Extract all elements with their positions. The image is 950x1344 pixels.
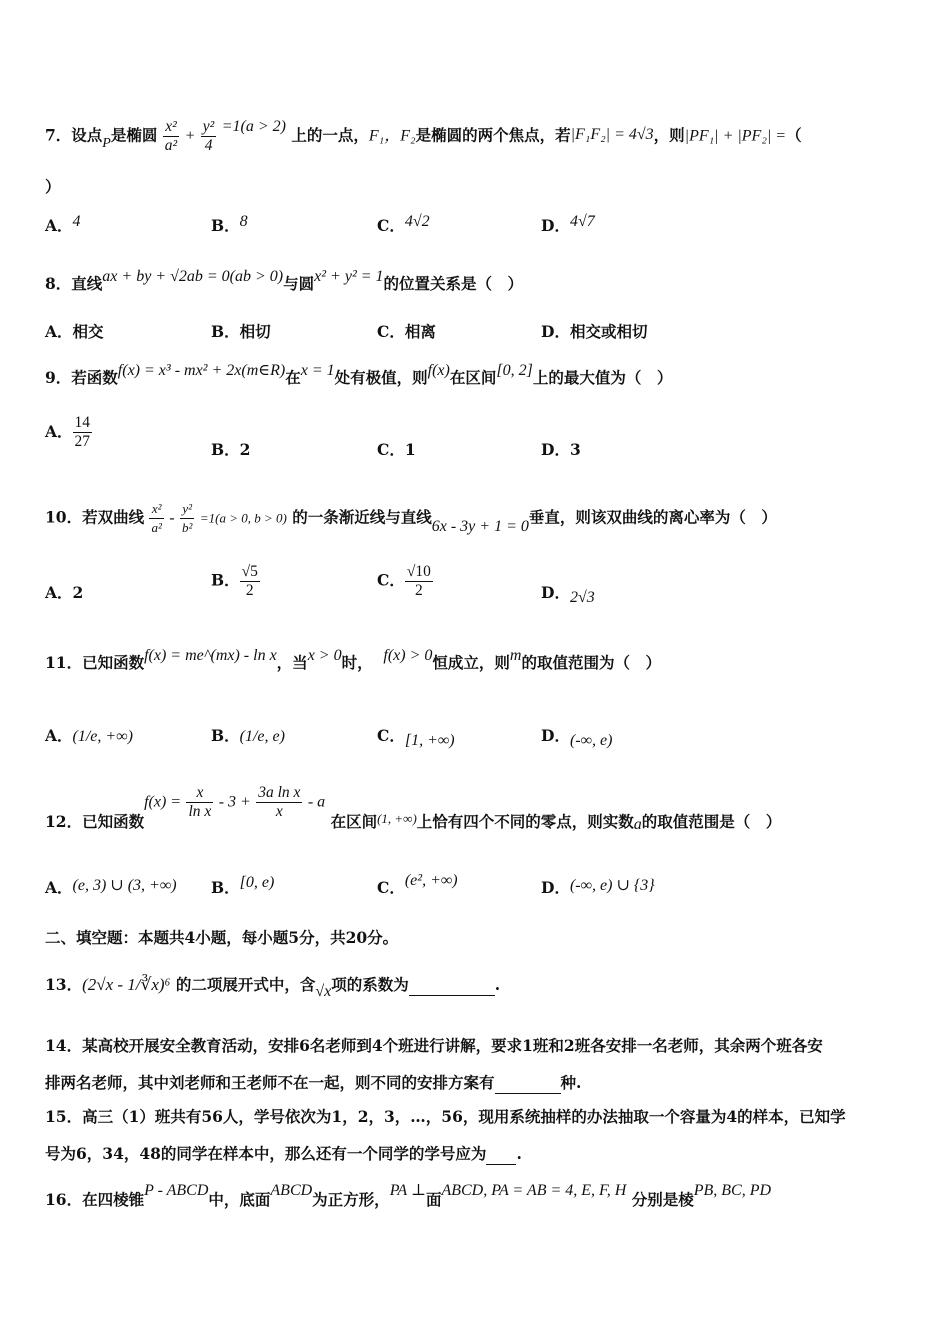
q12-frac2: $\frac{\text{3a ln x}}{x}$ [258, 784, 301, 820]
q9-option-d: D．3 [541, 440, 581, 459]
q10-line: 6x - 3y + 1 = 0 [431, 517, 529, 535]
q16-perp: PA ⊥ [389, 1182, 426, 1199]
question-15-line1: 15．高三（1）班共有56人，学号依次为1，2，3，…，56，现用系统抽样的办法抽取一个容量为4的样本，已知学 [45, 1107, 846, 1126]
q16-prefix: 16．在四棱锥 [45, 1190, 145, 1209]
q12-a: a [633, 815, 642, 833]
q8-option-c: C．相离 [377, 322, 436, 341]
section-2-heading: 二、填空题：本题共4小题，每小题5分，共20分。 [45, 928, 399, 947]
q12-func-tail: - a [307, 793, 326, 811]
q7-prefix: 7．设点 [45, 125, 103, 145]
q7-cond: |F₁F₂| = 4√3 [570, 125, 654, 143]
q10-frac-x: $\frac{\text{x²}}{\text{a²}}$ [151, 501, 162, 535]
q11-mid2: 时， [341, 653, 373, 672]
q12-mid-op: - 3 + [218, 793, 251, 811]
question-13: 13．(2√x - 1/∛x)⁶ 的二项展开式中，含√x项的系数为 . [45, 975, 501, 1000]
q12-func-lhs: f(x) = [144, 793, 182, 811]
q9-tail: 上的最大值为（ ） [532, 368, 673, 387]
q12-option-a: A．(e, 3) ∪ (3, +∞) [45, 877, 177, 897]
question-10: 10．若双曲线 $\frac{\text{x²}}{\text{a²}}$ - $\frac{\text{y²}}{\text{b²}}$ =1(a > 0, b > 0) 的一条渐近线与直线6x - 3y + 1 = 0垂直，则该双曲线的离心率为（ ） [45, 501, 777, 535]
q11-option-b: B．(1/e, e) [211, 726, 285, 745]
q7-point: P [102, 135, 111, 151]
q9-func: f(x) = x³ - mx² + 2x(m∈R) [117, 362, 286, 379]
q10-tail: 垂直，则该双曲线的离心率为（ ） [528, 507, 777, 527]
q13-term: √x [315, 983, 332, 1000]
q12-mid: 在区间 [330, 811, 378, 831]
q16-mid3: 分别是棱 [631, 1190, 694, 1209]
q9-mid: 在 [285, 368, 301, 387]
q16-edges: PB, BC, PD [693, 1182, 772, 1199]
q9-option-b: B．2 [211, 440, 251, 459]
q16-cond: ABCD, PA = AB = 4, E, F, H [441, 1182, 627, 1199]
q12-interval: (1, +∞) [377, 810, 417, 826]
q10-option-b: B． $\frac{√5}{2}$ [211, 563, 258, 599]
question-9 [45, 360, 673, 387]
q12-prefix: 12．已知函数 [45, 811, 145, 831]
q11-func: f(x) = me^(mx) - ln x [144, 647, 277, 664]
q16-base: ABCD [270, 1182, 313, 1199]
q15-answer-blank [486, 1144, 516, 1165]
q16-mid: 中，底面 [208, 1190, 271, 1209]
q8-prefix: 8．直线 [45, 274, 103, 293]
question-16 [45, 1180, 772, 1209]
q12-option-d: D．(-∞, e) ∪ {3} [541, 877, 655, 897]
q7-mid3: ，则 [653, 125, 685, 145]
q7-mid: 上的一点， [291, 125, 369, 145]
q11-prefix: 11．已知函数 [45, 653, 145, 672]
q7-tail: （ [786, 125, 802, 145]
q11-m: m [509, 647, 522, 664]
q7-option-d: D．4√7 [541, 213, 595, 235]
q12-frac1: $\frac{x}{\text{ln x}}$ [188, 784, 212, 820]
question-15-line2: 号为6，34，48的同学在样本中，那么还有一个同学的学号应为 . [45, 1144, 522, 1163]
question-8 [45, 266, 524, 293]
q11-option-a: A．(1/e, +∞) [45, 726, 133, 745]
q10-option-d: D．2√3 [541, 583, 595, 606]
q7-frac-y: $\frac{\text{y²}}{4}$ [202, 118, 215, 154]
q8-option-d: D．相交或相切 [541, 322, 648, 341]
q11-mid: ，当 [276, 653, 308, 672]
q7-is-ellipse: 是椭圆 [110, 125, 158, 145]
q10-mid: 的一条渐近线与直线 [292, 507, 432, 527]
q10-option-a: A．2 [45, 583, 84, 602]
question-11 [45, 645, 661, 672]
q12-option-b: B．[0, e) [211, 874, 275, 897]
q13-prefix: 13． [45, 975, 83, 994]
question-7: 7．设点P是椭圆 $\frac{\text{x²}}{\text{a²}}$ + $\frac{\text{y²}}{4}$ =1(a > 2) 上的一点，F₁，F₂是椭圆的两个焦点，若|F₁F₂| = 4√3，则|PF₁| + |PF₂| =（ [45, 117, 802, 154]
q9-mid3: 在区间 [449, 368, 497, 387]
q13-expr: (2√x - 1/∛x)⁶ [82, 975, 171, 994]
q13-answer-blank [409, 975, 495, 996]
q10-prefix: 10．若双曲线 [45, 507, 145, 527]
q8-option-b: B．相切 [211, 322, 271, 341]
q9-option-c: C．1 [377, 440, 416, 459]
q10-frac-y: $\frac{\text{y²}}{\text{b²}}$ [182, 501, 193, 535]
q11-option-c: C．[1, +∞) [377, 726, 455, 749]
q12-mid2: 上恰有四个不同的零点，则实数 [416, 811, 634, 831]
q8-circle: x² + y² = 1 [314, 268, 384, 285]
q8-mid: 与圆 [283, 274, 315, 293]
q11-tail: 的取值范围为（ ） [521, 653, 661, 672]
q10-hyp-cond: =1(a > 0, b > 0) [199, 510, 287, 526]
q7-option-a: A．4 [45, 213, 81, 235]
q9-point: x = 1 [300, 362, 335, 379]
q12-tail: 的取值范围是（ ） [641, 811, 782, 831]
q9-option-a: A． $\frac{14}{27}$ [45, 414, 91, 450]
q7-mid2: 是椭圆的两个焦点，若 [415, 125, 571, 145]
q9-mid2: 处有极值，则 [334, 368, 428, 387]
question-14-line2: 排两名老师，其中刘老师和王老师不在一起，则不同的安排方案有 种. [45, 1073, 582, 1092]
q7-option-b: B．8 [211, 213, 248, 235]
q10-option-c: C． $\frac{√10}{2}$ [377, 563, 431, 599]
q16-mid2: 为正方形， [312, 1190, 390, 1209]
question-14-line1: 14．某高校开展安全教育活动，安排6名老师到4个班进行讲解，要求1班和2班各安排一名老师，其余两个班各安 [45, 1036, 823, 1055]
q11-cond: x > 0 [307, 647, 342, 664]
q7-foci: F₁，F₂ [368, 127, 416, 145]
q16-pyramid: P - ABCD [144, 1182, 209, 1199]
q8-line: ax + by + √2ab = 0(ab > 0) [102, 268, 284, 285]
q7-expr: |PF₁| + |PF₂| = [684, 127, 787, 145]
q9-prefix: 9．若函数 [45, 368, 118, 387]
q7-option-c: C．4√2 [377, 213, 430, 235]
q7-close: ） [45, 177, 61, 196]
q14-answer-blank [495, 1073, 561, 1094]
q13-tail: 项的系数为 [331, 975, 409, 994]
q7-frac-x: $\frac{\text{x²}}{\text{a²}}$ [164, 118, 178, 154]
q13-mid: 的二项展开式中，含 [175, 975, 316, 994]
q11-mid3: 恒成立，则 [432, 653, 510, 672]
q7-ellipse-cond: =1(a > 2) [221, 117, 286, 135]
q16-face: 面 [425, 1190, 442, 1209]
q12-option-c: C．(e², +∞) [377, 872, 458, 897]
q11-ineq: f(x) > 0 [383, 647, 433, 664]
q9-fx: f(x) [427, 362, 450, 379]
q9-interval: [0, 2] [496, 362, 533, 379]
question-12 [45, 784, 782, 833]
q11-option-d: D．(-∞, e) [541, 726, 613, 749]
q8-tail: 的位置关系是（ ） [383, 274, 524, 293]
q8-option-a: A．相交 [45, 322, 104, 341]
